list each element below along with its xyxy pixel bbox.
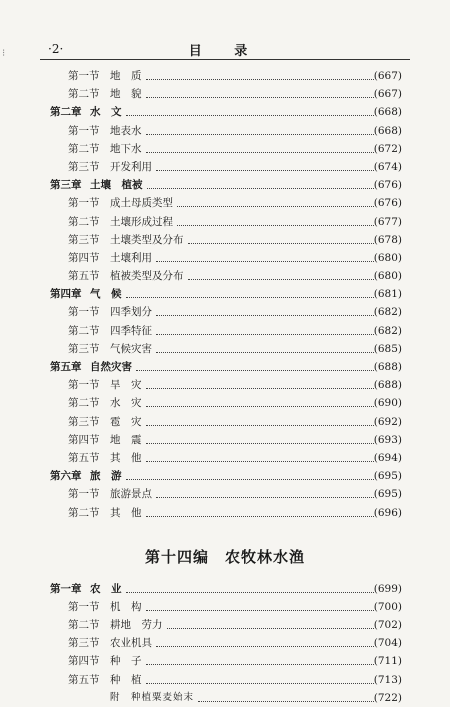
dot-leader [126, 592, 375, 593]
toc-chapter-entry[interactable] [0, 358, 450, 376]
entry-title: 农 业 [90, 582, 122, 595]
toc-section-entry[interactable] [0, 340, 450, 358]
toc-list-before [0, 67, 450, 522]
section-number: 第一节 [68, 306, 100, 319]
entry-title: 水 文 [90, 106, 122, 119]
toc-section-entry[interactable] [0, 231, 450, 249]
entry-title: 四季划分 [110, 306, 152, 319]
entry-title: 旅游景点 [110, 488, 152, 501]
entry-title: 种 植 [110, 673, 142, 686]
section-number: 第二节 [68, 142, 100, 155]
toc-section-entry[interactable] [0, 303, 450, 321]
toc-section-entry[interactable] [0, 431, 450, 449]
chapter-number: 第三章 [50, 179, 82, 192]
toc-section-entry[interactable] [0, 485, 450, 503]
section-number: 第一节 [68, 70, 100, 82]
toc-chapter-entry[interactable] [0, 580, 450, 598]
section-number: 第三节 [68, 160, 100, 173]
dot-leader [146, 516, 375, 517]
page-ref: (672) [373, 142, 402, 155]
toc-section-entry[interactable] [0, 376, 450, 394]
dot-leader [126, 115, 375, 116]
page-ref: (676) [373, 179, 402, 192]
page-ref: (682) [373, 324, 402, 337]
page-ref: (704) [373, 637, 402, 650]
dot-leader [146, 683, 375, 684]
entry-title: 土壤利用 [110, 251, 152, 264]
page-number: ·2· [48, 42, 64, 56]
toc-chapter-entry[interactable] [0, 103, 450, 121]
toc-section-entry[interactable] [0, 140, 450, 158]
toc-section-entry[interactable] [0, 267, 450, 285]
entry-title: 农业机具 [110, 637, 152, 650]
dot-leader [146, 610, 375, 611]
entry-title: 地表水 [110, 124, 142, 137]
section-number: 第三节 [68, 342, 100, 355]
dot-leader [146, 388, 375, 389]
entry-title: 气候灾害 [110, 342, 152, 355]
toc-list-after [0, 580, 450, 707]
entry-title: 开发利用 [110, 160, 152, 173]
page-ref: (682) [373, 306, 402, 319]
entry-title: 耕地 劳力 [110, 619, 163, 632]
page-ref: (685) [373, 342, 402, 355]
entry-title: 四季特征 [110, 324, 152, 337]
entry-title: 旅 游 [90, 470, 122, 483]
chapter-number: 第四章 [50, 288, 82, 301]
section-number: 第五节 [68, 451, 100, 464]
dot-leader [188, 279, 375, 280]
dot-leader [156, 646, 374, 647]
entry-title: 气 候 [90, 288, 122, 301]
dot-leader [156, 315, 374, 316]
section-number: 第一节 [68, 488, 100, 501]
section-number: 第四节 [68, 251, 100, 264]
chapter-number: 第一章 [50, 582, 82, 595]
page-ref: (688) [373, 361, 402, 373]
dot-leader [136, 370, 374, 371]
section-number: 第四节 [68, 433, 100, 446]
page-ref: (700) [373, 600, 402, 613]
header-title: 目 录 [188, 44, 262, 59]
dot-leader [156, 170, 374, 171]
entry-title: 土壤 植被 [90, 179, 143, 192]
toc-section-entry[interactable] [0, 652, 450, 670]
toc-section-entry[interactable] [0, 249, 450, 267]
toc-chapter-entry[interactable] [0, 285, 450, 303]
section-number: 第一节 [68, 379, 100, 392]
toc-section-entry[interactable] [0, 158, 450, 176]
dot-leader [156, 334, 374, 335]
section-number: 第二节 [68, 506, 100, 519]
entry-title: 雹 灾 [110, 415, 142, 428]
page-ref: (692) [373, 415, 402, 428]
section-number: 第二节 [68, 619, 100, 632]
margin-mark: ⁝ [2, 48, 6, 59]
section-number: 第二节 [68, 324, 100, 337]
page-ref: (699) [373, 582, 402, 595]
page-ref: (702) [373, 619, 402, 632]
chapter-number: 第二章 [50, 106, 82, 119]
entry-title: 机 构 [110, 600, 142, 613]
entry-title: 地 貌 [110, 88, 142, 101]
page-ref: (680) [373, 251, 402, 264]
entry-title: 其 他 [110, 506, 142, 519]
section-number: 第五节 [68, 270, 100, 283]
dot-leader [156, 352, 374, 353]
page-ref: (680) [373, 270, 402, 283]
entry-title: 旱 灾 [110, 379, 142, 392]
table-of-contents [0, 67, 450, 707]
toc-section-entry[interactable] [0, 598, 450, 616]
page-ref: (694) [373, 451, 402, 464]
toc-section-entry[interactable] [0, 671, 450, 689]
dot-leader [146, 134, 375, 135]
toc-section-entry[interactable] [0, 122, 450, 140]
section-number: 第二节 [68, 88, 100, 101]
entry-title: 土壤类型及分布 [110, 233, 184, 246]
toc-chapter-entry[interactable] [0, 467, 450, 485]
page-ref: (695) [373, 470, 402, 483]
dot-leader [156, 497, 374, 498]
section-number: 第三节 [68, 637, 100, 650]
page-ref: (693) [373, 433, 402, 446]
section-number: 第一节 [68, 124, 100, 137]
page-ref: (668) [373, 106, 402, 119]
page-ref: (681) [373, 288, 402, 301]
entry-title: 自然灾害 [90, 361, 132, 373]
dot-leader [156, 261, 374, 262]
entry-title: 成土母质类型 [110, 197, 173, 210]
toc-section-entry[interactable] [0, 322, 450, 340]
section-number: 第二节 [68, 215, 100, 228]
page-ref: (711) [373, 655, 402, 668]
section-number: 第四节 [68, 655, 100, 668]
entry-title: 土壤形成过程 [110, 215, 173, 228]
section-number: 第二节 [68, 397, 100, 410]
entry-title: 水 灾 [110, 397, 142, 410]
entry-title: 附 种植粟麦始末 [110, 691, 195, 703]
page-ref: (667) [373, 88, 402, 101]
entry-title: 地下水 [110, 142, 142, 155]
dot-leader [146, 461, 375, 462]
section-number: 第五节 [68, 673, 100, 686]
section-number: 第一节 [68, 600, 100, 613]
dot-leader [177, 225, 374, 226]
dot-leader [146, 406, 375, 407]
page-ref: (713) [373, 673, 402, 686]
dot-leader [177, 206, 374, 207]
running-header [40, 38, 410, 60]
dot-leader [126, 297, 375, 298]
page-ref: (667) [373, 70, 402, 82]
toc-section-entry[interactable] [0, 213, 450, 231]
toc-section-entry[interactable] [0, 394, 450, 412]
page-ref: (695) [373, 488, 402, 501]
toc-section-entry[interactable] [0, 504, 450, 522]
page-ref: (722) [373, 691, 402, 704]
dot-leader [198, 701, 374, 702]
section-number: 第三节 [68, 415, 100, 428]
toc-chapter-entry[interactable] [0, 176, 450, 194]
dot-leader [146, 79, 375, 80]
chapter-number: 第六章 [50, 470, 82, 483]
page-ref: (688) [373, 379, 402, 392]
header-rule [40, 59, 410, 60]
toc-section-entry[interactable] [0, 413, 450, 431]
toc-section-entry[interactable] [0, 194, 450, 212]
section-number: 第三节 [68, 233, 100, 246]
dot-leader [167, 628, 375, 629]
dot-leader [126, 479, 375, 480]
dot-leader [147, 188, 375, 189]
page-ref: (674) [373, 160, 402, 173]
dot-leader [146, 664, 375, 665]
toc-appendix-entry[interactable] [0, 689, 450, 707]
dot-leader [146, 443, 375, 444]
page-ref: (696) [373, 506, 402, 519]
entry-title: 种 子 [110, 655, 142, 668]
toc-section-entry[interactable] [0, 449, 450, 467]
toc-section-entry[interactable] [0, 85, 450, 103]
toc-section-entry[interactable] [0, 67, 450, 85]
page-ref: (690) [373, 397, 402, 410]
toc-section-entry[interactable] [0, 616, 450, 634]
dot-leader [146, 425, 375, 426]
entry-title: 地 质 [110, 70, 142, 82]
entry-title: 植被类型及分布 [110, 270, 184, 283]
entry-title: 地 震 [110, 433, 142, 446]
section-number: 第一节 [68, 197, 100, 210]
page-ref: (668) [373, 124, 402, 137]
part-title: 第十四编 农牧林水渔 [144, 547, 305, 566]
dot-leader [146, 97, 375, 98]
page-ref: (676) [373, 197, 402, 210]
page-ref: (678) [373, 233, 402, 246]
chapter-number: 第五章 [50, 361, 82, 373]
toc-section-entry[interactable] [0, 634, 450, 652]
dot-leader [146, 152, 375, 153]
entry-title: 其 他 [110, 451, 142, 464]
dot-leader [188, 243, 375, 244]
page-ref: (677) [373, 215, 402, 228]
